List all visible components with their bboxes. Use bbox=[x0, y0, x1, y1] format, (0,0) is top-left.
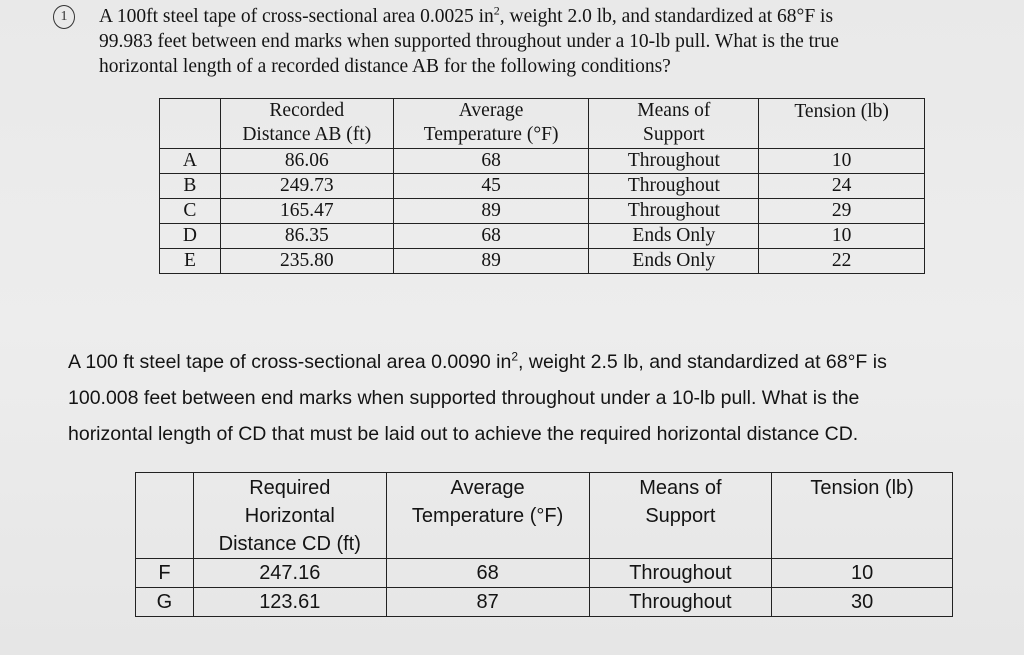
problem1-line: 99.983 feet between end marks when supported throughout under a 10-lb pull. What is the true bbox=[99, 31, 839, 52]
cell-tension: 10 bbox=[772, 559, 953, 588]
problem2-line bbox=[68, 344, 1018, 380]
problem1-line1-b: , weight 2.0 lb, and standardized at 68°F is bbox=[499, 6, 834, 27]
cell-support: Throughout bbox=[589, 199, 759, 224]
table-row bbox=[160, 249, 925, 274]
cell-tension: 30 bbox=[772, 588, 953, 617]
row-label: B bbox=[160, 174, 221, 199]
problem2-line1-a: A 100 ft steel tape of cross-sectional area 0.0090 in bbox=[68, 351, 512, 373]
header-tension: Tension (lb) bbox=[772, 473, 953, 559]
table-row bbox=[160, 174, 925, 199]
cell-distance: 165.47 bbox=[220, 199, 393, 224]
problem1-line1-a: A 100ft steel tape of cross-sectional area 0.0025 in bbox=[99, 6, 494, 27]
problem1-line bbox=[99, 4, 999, 29]
cell-support: Throughout bbox=[589, 559, 772, 588]
cell-tension: 29 bbox=[759, 199, 925, 224]
problem2-line1-b: , weight 2.5 lb, and standardized at 68°F is bbox=[518, 351, 887, 373]
cell-support: Throughout bbox=[589, 149, 759, 174]
cell-distance: 235.80 bbox=[220, 249, 393, 274]
header-temperature: Average Temperature (°F) bbox=[393, 99, 589, 149]
header-label bbox=[160, 99, 221, 149]
table-row bbox=[160, 149, 925, 174]
cell-distance: 123.61 bbox=[193, 588, 386, 617]
header-temperature: Average Temperature (°F) bbox=[386, 473, 589, 559]
superscript: 2 bbox=[493, 3, 500, 18]
cell-temperature: 68 bbox=[386, 559, 589, 588]
problem2-line: horizontal length of CD that must be laid out to achieve the required horizontal distance CD. bbox=[68, 423, 859, 445]
cell-temperature: 45 bbox=[393, 174, 589, 199]
header-support: Means of Support bbox=[589, 99, 759, 149]
header-label bbox=[136, 473, 194, 559]
row-label: E bbox=[160, 249, 221, 274]
header-support: Means of Support bbox=[589, 473, 772, 559]
cell-support: Ends Only bbox=[589, 249, 759, 274]
cell-distance: 86.35 bbox=[220, 224, 393, 249]
table-header-row bbox=[160, 99, 925, 149]
row-label: D bbox=[160, 224, 221, 249]
problem1-line: horizontal length of a recorded distance AB for the following conditions? bbox=[99, 56, 671, 77]
table-ab bbox=[159, 98, 925, 274]
row-label: F bbox=[136, 559, 194, 588]
cell-distance: 247.16 bbox=[193, 559, 386, 588]
cell-tension: 10 bbox=[759, 149, 925, 174]
cell-temperature: 68 bbox=[393, 224, 589, 249]
cell-support: Ends Only bbox=[589, 224, 759, 249]
table-row bbox=[136, 588, 953, 617]
cell-temperature: 87 bbox=[386, 588, 589, 617]
header-distance: Required Horizontal Distance CD (ft) bbox=[193, 473, 386, 559]
cell-distance: 86.06 bbox=[220, 149, 393, 174]
problem1-text bbox=[99, 4, 999, 79]
table-row bbox=[160, 224, 925, 249]
cell-support: Throughout bbox=[589, 588, 772, 617]
problem-number-marker: 1 bbox=[53, 5, 75, 29]
cell-tension: 22 bbox=[759, 249, 925, 274]
table-row bbox=[136, 559, 953, 588]
cell-support: Throughout bbox=[589, 174, 759, 199]
cell-tension: 10 bbox=[759, 224, 925, 249]
row-label: C bbox=[160, 199, 221, 224]
table-cd bbox=[135, 472, 953, 617]
row-label: G bbox=[136, 588, 194, 617]
cell-temperature: 68 bbox=[393, 149, 589, 174]
header-tension: Tension (lb) bbox=[759, 99, 925, 149]
cell-temperature: 89 bbox=[393, 249, 589, 274]
header-distance: Recorded Distance AB (ft) bbox=[220, 99, 393, 149]
cell-temperature: 89 bbox=[393, 199, 589, 224]
cell-distance: 249.73 bbox=[220, 174, 393, 199]
superscript: 2 bbox=[511, 349, 519, 364]
table-header-row bbox=[136, 473, 953, 559]
table-row bbox=[160, 199, 925, 224]
row-label: A bbox=[160, 149, 221, 174]
problem2-line: 100.008 feet between end marks when supported throughout under a 10-lb pull. What is the bbox=[68, 387, 860, 409]
problem2-text bbox=[68, 344, 1018, 452]
cell-tension: 24 bbox=[759, 174, 925, 199]
